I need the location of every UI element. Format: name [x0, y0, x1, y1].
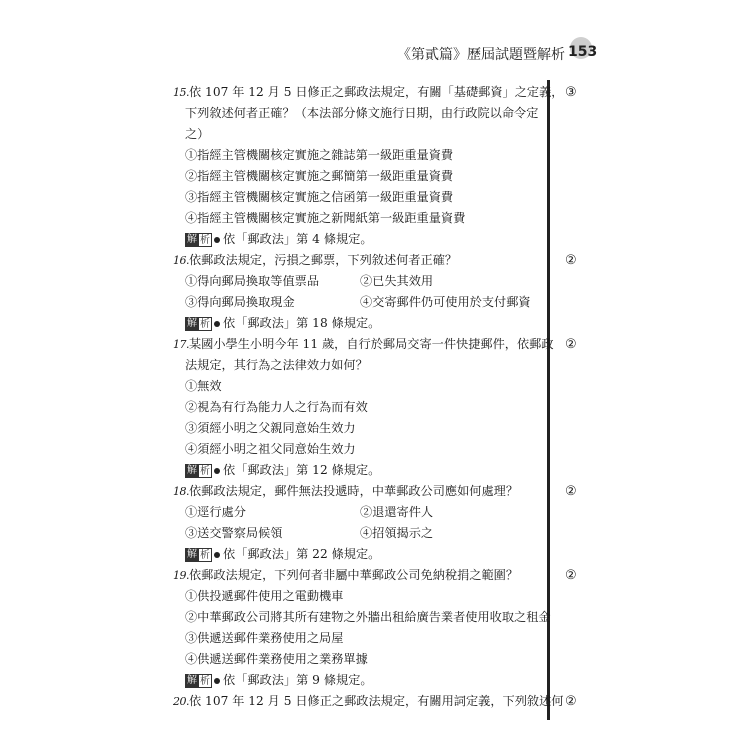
- page-header: [0, 40, 750, 70]
- question-20: [173, 691, 577, 712]
- option: ③得向郵局換取現金: [185, 295, 295, 309]
- option: ④指經主管機關核定實施之新聞紙第一級距重量資費: [185, 211, 466, 225]
- question-text: 某國小學生小明今年 11 歲，自行於郵局交寄一件快捷郵件，依郵政: [189, 337, 554, 351]
- answer: ③: [565, 85, 577, 100]
- option-row: [173, 523, 548, 544]
- explanation-badge-icon: 解 析: [185, 674, 220, 688]
- question-number: 20.: [173, 695, 189, 708]
- explanation-badge-icon: 解 析: [185, 233, 220, 247]
- option-row: [173, 292, 548, 313]
- question-text: 依 107 年 12 月 5 日修正之郵政法規定，有關「基礎郵資」之定義，: [189, 85, 564, 99]
- question-number: 18.: [173, 485, 189, 498]
- question-15: [173, 82, 577, 250]
- option: ①指經主管機關核定實施之雜誌第一級距重量資費: [185, 148, 454, 162]
- answer: ②: [565, 568, 577, 583]
- explanation-text: 依「郵政法」第 22 條規定。: [223, 547, 381, 561]
- explanation-text: 依「郵政法」第 4 條規定。: [223, 232, 373, 246]
- question-text: 依郵政法規定，下列何者非屬中華郵政公司免納稅捐之範圍？: [189, 568, 519, 582]
- question-text: 依郵政法規定，郵件無法投遞時，中華郵政公司應如何處理？: [189, 484, 519, 498]
- question-number: 16.: [173, 254, 189, 267]
- section-title: 《第貳篇》歷屆試題暨解析: [397, 47, 565, 63]
- option: ④供遞送郵件業務使用之業務單據: [185, 652, 368, 666]
- explanation-text: 依「郵政法」第 12 條規定。: [223, 463, 381, 477]
- explanation: [173, 313, 548, 334]
- question-19: [173, 565, 577, 691]
- explanation-text: 依「郵政法」第 9 條規定。: [223, 673, 373, 687]
- option: ③送交警察局候領: [185, 526, 283, 540]
- question-number: 15.: [173, 86, 189, 99]
- question-text: 之）: [185, 127, 210, 141]
- answer: ②: [565, 253, 577, 268]
- answer: ②: [565, 484, 577, 499]
- page-number: 153: [568, 44, 598, 60]
- question-number: 19.: [173, 569, 189, 582]
- question-18: [173, 481, 577, 565]
- answer: ②: [565, 694, 577, 709]
- question-16: [173, 250, 577, 334]
- option: ③供遞送郵件業務使用之局屋: [185, 631, 344, 645]
- option: ①供投遞郵件使用之電動機車: [185, 589, 344, 603]
- option: ②已失其效用: [360, 274, 434, 288]
- explanation-text: 依「郵政法」第 18 條規定。: [223, 316, 381, 330]
- option: ④招領揭示之: [360, 526, 434, 540]
- explanation-badge-icon: 解 析: [185, 464, 220, 478]
- option: ①逕行處分: [185, 505, 246, 519]
- question-text: 依 107 年 12 月 5 日修正之郵政法規定，有關用詞定義，下列敘述何: [189, 694, 564, 708]
- option: ④須經小明之祖父同意始生效力: [185, 442, 356, 456]
- explanation: [173, 229, 548, 250]
- question-text: 下列敘述何者正確？（本法部分條文施行日期，由行政院以命令定: [185, 106, 539, 120]
- question-text: 法規定，其行為之法律效力如何？: [185, 358, 368, 372]
- option: ①得向郵局換取等值票品: [185, 274, 320, 288]
- question-text: 依郵政法規定，污損之郵票，下列敘述何者正確？: [189, 253, 458, 267]
- question-number: 17.: [173, 338, 189, 351]
- option: ②中華郵政公司將其所有建物之外牆出租給廣告業者使用收取之租金: [185, 610, 551, 624]
- explanation: [173, 460, 548, 481]
- explanation-badge-icon: 解 析: [185, 317, 220, 331]
- option: ③須經小明之父親同意始生效力: [185, 421, 356, 435]
- option: ③指經主管機關核定實施之信函第一級距重量資費: [185, 190, 454, 204]
- option: ④交寄郵件仍可使用於支付郵資: [360, 295, 531, 309]
- option-row: [173, 271, 548, 292]
- option: ②指經主管機關核定實施之郵簡第一級距重量資費: [185, 169, 454, 183]
- explanation: [173, 670, 548, 691]
- explanation-badge-icon: 解 析: [185, 548, 220, 562]
- option-row: [173, 502, 548, 523]
- option: ②退還寄件人: [360, 505, 434, 519]
- question-17: [173, 334, 577, 481]
- explanation: [173, 544, 548, 565]
- question-list: [173, 82, 577, 712]
- option: ②視為有行為能力人之行為而有效: [185, 400, 368, 414]
- answer: ②: [565, 337, 577, 352]
- option: ①無效: [185, 379, 222, 393]
